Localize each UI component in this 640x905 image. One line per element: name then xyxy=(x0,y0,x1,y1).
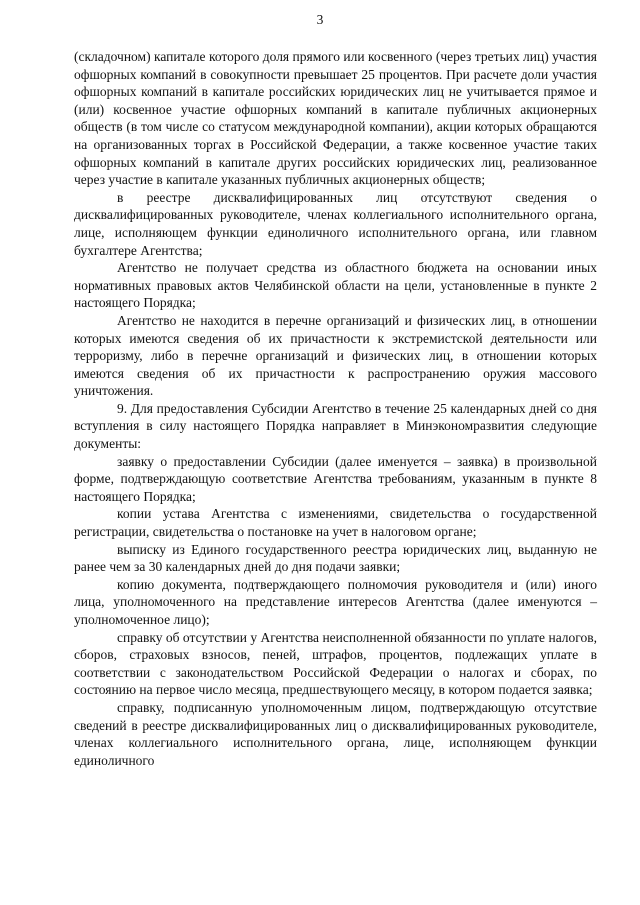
document-body xyxy=(74,48,597,769)
paragraph-egrul-extract: выписку из Единого государственного реестра юридических лиц, выданную не ранее чем за 30 календарных дней до дня подачи заявки; xyxy=(74,541,597,575)
paragraph-charter-copies: копии устава Агентства с изменениями, свидетельства о государственной регистрации, свидетельства о постановке на учет в налоговом органе; xyxy=(74,506,597,540)
paragraph-not-in-extremism-list: Агентство не находится в перечне организаций и физических лиц, в отношении которых имеются сведения об их причастности к экстремистской деятельности или терроризму, либо в перечне организаций и физических лиц, в отношении которых имеются сведения об их причастности к распространению оружия массового уничтожения. xyxy=(74,312,597,399)
paragraph-offshore-share-continued: (складочном) капитале которого доля прямого или косвенного (через третьих лиц) участия офшорных компаний в совокупности превышает 25 процентов. При расчете доли участия офшорных компаний в капитале российских юридических лиц не учитывается прямое и (или) косвенное участие офшорных компаний в капитале публичных акционерных обществ (в том числе со статусом международной компании), акции которых обращаются на организованных торгах в Российской Федерации, а также косвенное участие таких офшорных компаний в капитале других российских юридических лиц, реализованное через участие в капитале указанных публичных акционерных обществ; xyxy=(74,49,597,188)
paragraph-application: заявку о предоставлении Субсидии (далее именуется – заявка) в произвольной форме, подтверждающую соответствие Агентства требованиям, указанным в пункте 8 настоящего Порядка; xyxy=(74,453,597,504)
paragraph-tax-certificate: справку об отсутствии у Агентства неисполненной обязанности по уплате налогов, сборов, страховых взносов, пеней, штрафов, процентов, подлежащих уплате в соответствии с законодательством Российской Федерации о налогах и сборах, по состоянию на первое число месяца, предшествующего месяцу, в котором подается заявка; xyxy=(74,629,597,698)
paragraph-disqualified-registry: в реестре дисквалифицированных лиц отсутствуют сведения о дисквалифицированных руководителе, членах коллегиального исполнительного органа, лице, исполняющем функции единоличного исполнительного органа, или главном бухгалтере Агентства; xyxy=(74,189,597,258)
paragraph-no-other-budget-funds: Агентство не получает средства из областного бюджета на основании иных нормативных правовых актов Челябинской области на цели, установленные в пункте 2 настоящего Порядка; xyxy=(74,260,597,311)
paragraph-disqualification-certificate: справку, подписанную уполномоченным лицом, подтверждающую отсутствие сведений в реестре дисквалифицированных лиц о дисквалифицированных руководителе, членах коллегиального исполнительного органа, лице, исполняющем функции единоличного xyxy=(74,699,597,768)
paragraph-clause-9: 9. Для предоставления Субсидии Агентство в течение 25 календарных дней со дня вступления в силу настоящего Порядка направляет в Минэкономразвития следующие документы: xyxy=(74,400,597,452)
page-number: 3 xyxy=(316,12,324,27)
paragraph-authority-document: копию документа, подтверждающего полномочия руководителя и (или) иного лица, уполномоченного на представление интересов Агентства (далее именуются – уполномоченное лицо); xyxy=(74,576,597,627)
